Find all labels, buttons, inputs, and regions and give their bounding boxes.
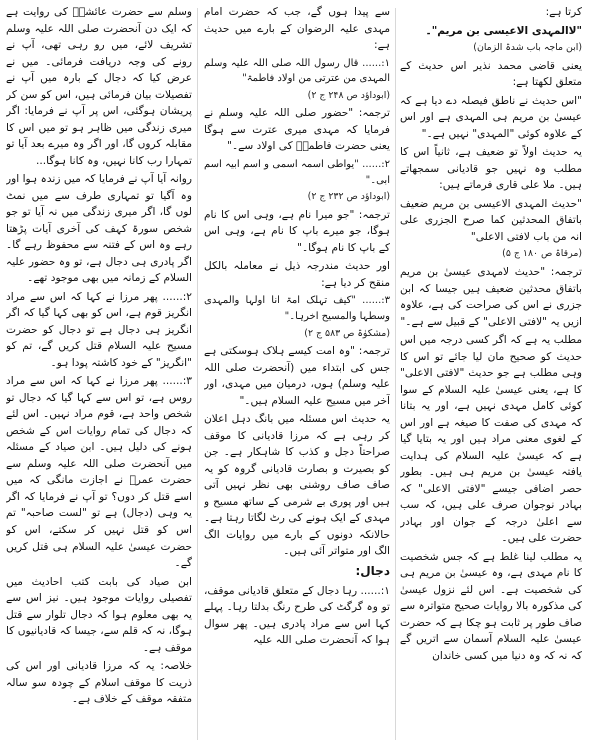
- paragraph: دجال:: [355, 563, 390, 578]
- paragraph: (ابن ماجہ باب شدۃ الزمان): [473, 42, 582, 54]
- left-column: [6, 4, 192, 744]
- paragraph: "حدیث المہدی الاعیسی بن مریم ضعیف باتفاق المحدثین کما صرح الجزری علی انہ من باب لافتی الاعلی": [400, 197, 582, 243]
- paragraph: ترجمہ: "حضور صلی اللہ علیہ وسلم نے فرمایا کہ مہدی میری عترت سے ہوگا یعنی حضرت فاطمۃؓ کی اولاد سے۔": [204, 107, 390, 153]
- column-divider: [197, 8, 198, 740]
- paragraph: یہ مطلب لینا غلط ہے کہ جس شخصیت کا نام مہدی ہے، وہ عیسیٰ بن مریم ہی کی شخصیت ہے۔ اس لئے نزول عیسیٰ کی مذکورہ بالا روایات صحیح متواترہ سے صاف طور پر ثابت ہو چکا ہے کہ حضرت عیسیٰ علیہ السلام آسمان سے اتریں گے کہ نہ کہ وہ دنیا میں کسی خاندان: [400, 550, 582, 662]
- paragraph: ترجمہ: "حدیث لامہدی عیسیٰ بن مریم باتفاق محدثین ضعیف ہیں جیسا کہ ابن جزری نے اس کی صراحت کی ہے، علاوہ ازیں یہ "لافتی الاعلی" کے قبیل سے ہے۔": [400, 266, 582, 328]
- paragraph: روانہ آیا آپ نے فرمایا کہ میں زندہ ہوا اور وہ آگیا تو تمہاری طرف سے میں نمٹ لوں گا، اگر میری زندگی میں نہ آیا تو جو شخص سورۃ کہف کی آخری آیات پڑھتا رہے وہ اس کے فتنہ سے محفوظ رہے گا۔ اگر پادری ہی دجال ہے، تو وہ حضور علیہ السلام کے زمانہ میں بھی موجود تھے۔: [6, 173, 192, 285]
- paragraph: ترجمہ: "جو میرا نام ہے، وہی اس کا نام ہوگا، جو میرے باپ کا نام ہے، وہی اس کے باپ کا نام ہوگا۔": [204, 208, 390, 254]
- paragraph: یعنی قاضی محمد نذیر اس حدیث کے متعلق لکھتا ہے:: [400, 59, 582, 89]
- right-column: [400, 4, 582, 744]
- paragraph: مطلب یہ ہے کہ اگر کسی درجہ میں اس حدیث کو صحیح مان لیا جائے تو اس کا وہی مطلب ہے جو حدیث "لافتی الاعلی" کا ہے، یعنی عیسیٰ علیہ السلام کے سوا کوئی کامل مہدی نہیں ہے، اور یہ بتانا کہ مہدی کی صفت کا صیغہ ہے اور اس کے لغوی معنی مراد ہیں اور یہ بتایا گیا ہے کہ عیسیٰ علیہ السلام کی ہدایت یافتہ عیسیٰ بن مریم ہی ہیں۔ بطور حصر اضافی جیسے "لافتی الاعلی" کہ بہادر نوجوان صرف علی ہیں، کہ سب سے اعلیٰ درجہ کے جوان اور بہادر حضرت علی ہیں۔: [400, 334, 582, 545]
- paragraph: سے پیدا ہوں گے، جب کہ حضرت امام مہدی علیہ الرضوان کے بارے میں حدیث ہے:: [204, 6, 390, 52]
- middle-column: [204, 4, 390, 744]
- paragraph: کرتا ہے:: [545, 6, 582, 18]
- paragraph: اور حدیث مندرجہ ذیل نے معاملہ بالکل منقح کر دیا ہے:: [204, 260, 390, 289]
- paragraph: ۲:...... "یواطی اسمہ اسمی و اسم ابیہ اسم ابی۔": [204, 158, 390, 186]
- paragraph: ۳:...... "کیف تہلک امۃ انا اولہا والمہدی وسطہا والمسیح اخرہا۔": [204, 295, 390, 322]
- paragraph: ۱:...... رہا دجال کے متعلق قادیانی موقف، تو وہ گرگٹ کی طرح رنگ بدلتا رہا۔ پہلے کہا اس سے مراد پادری ہیں۔ پھر سوال ہوا کہ آنحضرت صلی اللہ علیہ: [204, 584, 390, 647]
- paragraph: (مشکوٰۃ ص ۵۸۳ ج ۲): [304, 327, 390, 339]
- paragraph: یہ حدیث اولاً تو ضعیف ہے، ثانیاً اس کا مطلب وہ نہیں جو قادیانی سمجھاتے ہیں۔ ملا علی قاری فرماتے ہیں:: [400, 146, 582, 192]
- paragraph: ترجمہ: "وہ امت کیسے ہلاک ہوسکتی ہے جس کی ابتداء میں (آنحضرت صلی اللہ علیہ وسلم) ہوں، درمیان میں مہدی، اور آخر میں مسیح علیہ السلام ہیں۔": [204, 345, 390, 407]
- paragraph: ۲:...... پھر مرزا نے کہا کہ اس سے مراد انگریز قوم ہے، اس کو بھی کہا گیا کہ اگر انگریز ہی دجال ہے تو دجال کو حضرت مسیح علیہ السلام قتل کریں گے، تم کو "انگریز" کے خود کاشتہ پودا ہو۔: [6, 290, 192, 369]
- paragraph: ۳:...... پھر مرزا نے کہا کہ اس سے مراد روس ہے، تو اس سے کہا گیا کہ دجال تو شخص واحد ہے، قوم مراد نہیں۔ اس لئے کہ دجال کی تمام روایات اس کے شخص ہونے کی دلیل ہیں۔ ابن صیاد کے مسئلہ میں آنحضرت صلی اللہ علیہ وسلم سے حضرت عمرؓ نے اجازت مانگی کہ میں اسے قتل کر دوں؟ تو آپ نے فرمایا کہ اگر یہ وہی (دجال) ہے تو "لست صاحبہ" تم اس کو قتل نہیں کر سکتے، اس کو حضرت عیسیٰ علیہ السلام ہی قتل کریں گے۔: [6, 375, 192, 570]
- paragraph: (ابوداؤد ص ۲۳۲ ج ۲): [307, 191, 390, 203]
- paragraph: خلاصہ: یہ کہ مرزا قادیانی اور اس کی ذریت کا موقف اسلام کے چودہ سو سالہ متفقہ موقف کے خلاف ہے۔: [6, 660, 192, 706]
- column-divider: [395, 8, 396, 740]
- paragraph: (مرقاۃ ص ۱۸۰ ج ۵): [502, 248, 582, 260]
- paragraph: "لاالمہدی الاعیسی بن مریم"۔: [425, 24, 582, 37]
- paragraph: یہ حدیث اس مسئلہ میں بانگ دہل اعلان کر رہی ہے کہ مرزا قادیانی کا موقف صراحتاً دجل و کذب کا شاہکار ہے۔ جن کو بصیرت و بصارت قادیانی گروہ کو یہ صاف صاف روشنی بھی نظر نہیں آتی ہیں اور پوری بے شرمی کے ساتھ مسیح و مہدی کے ایک ہونے کی رٹ لگاتا رہتا ہے۔ حالانکہ دونوں کے بارے میں روایات الگ الگ اور متواتر آئی ہیں۔: [204, 413, 390, 558]
- paragraph: وسلم سے حضرت عائشہؓ کی روایت ہے کہ ایک دن آنحضرت صلی اللہ علیہ وسلم تشریف لائے، میں رو رہی تھی، آپ نے رونے کی وجہ دریافت فرمائی۔ میں نے عرض کیا کہ دجال کے بارہ میں آپ نے تفصیلات بیان فرمائی ہیں، اس کو سن کر پریشان ہوگئی، اس پر آپ نے فرمایا: اگر میری زندگی میں ظاہر ہو تو میں اس کا مقابلہ کروں گا، اور اگر وہ میرے بعد آیا تو تمہارا رب کانا نہیں، وہ کانا ہوگا...: [6, 6, 192, 167]
- paragraph: ابن صیاد کی بابت کتب احادیث میں تفصیلی روایات موجود ہیں۔ نیز اس سے یہ بھی معلوم ہوا کہ دجال تلوار سے قتل ہوگا، نہ کہ قلم سے، جیسا کہ قادیانیوں کا موقف ہے۔: [6, 575, 192, 654]
- paragraph: (ابوداؤد ص ۲۴۸ ج ۲): [307, 89, 390, 101]
- paragraph: "اس حدیث نے ناطق فیصلہ دے دیا ہے کہ عیسیٰ بن مریم ہی المہدی ہے اور اس کے علاوہ کوئی "المہدی" نہیں ہے۔": [400, 94, 582, 140]
- paragraph: ۱:...... قال رسول اللہ صلی اللہ علیہ وسلم المہدی من عترتی من اولاد فاطمۃ": [204, 57, 390, 85]
